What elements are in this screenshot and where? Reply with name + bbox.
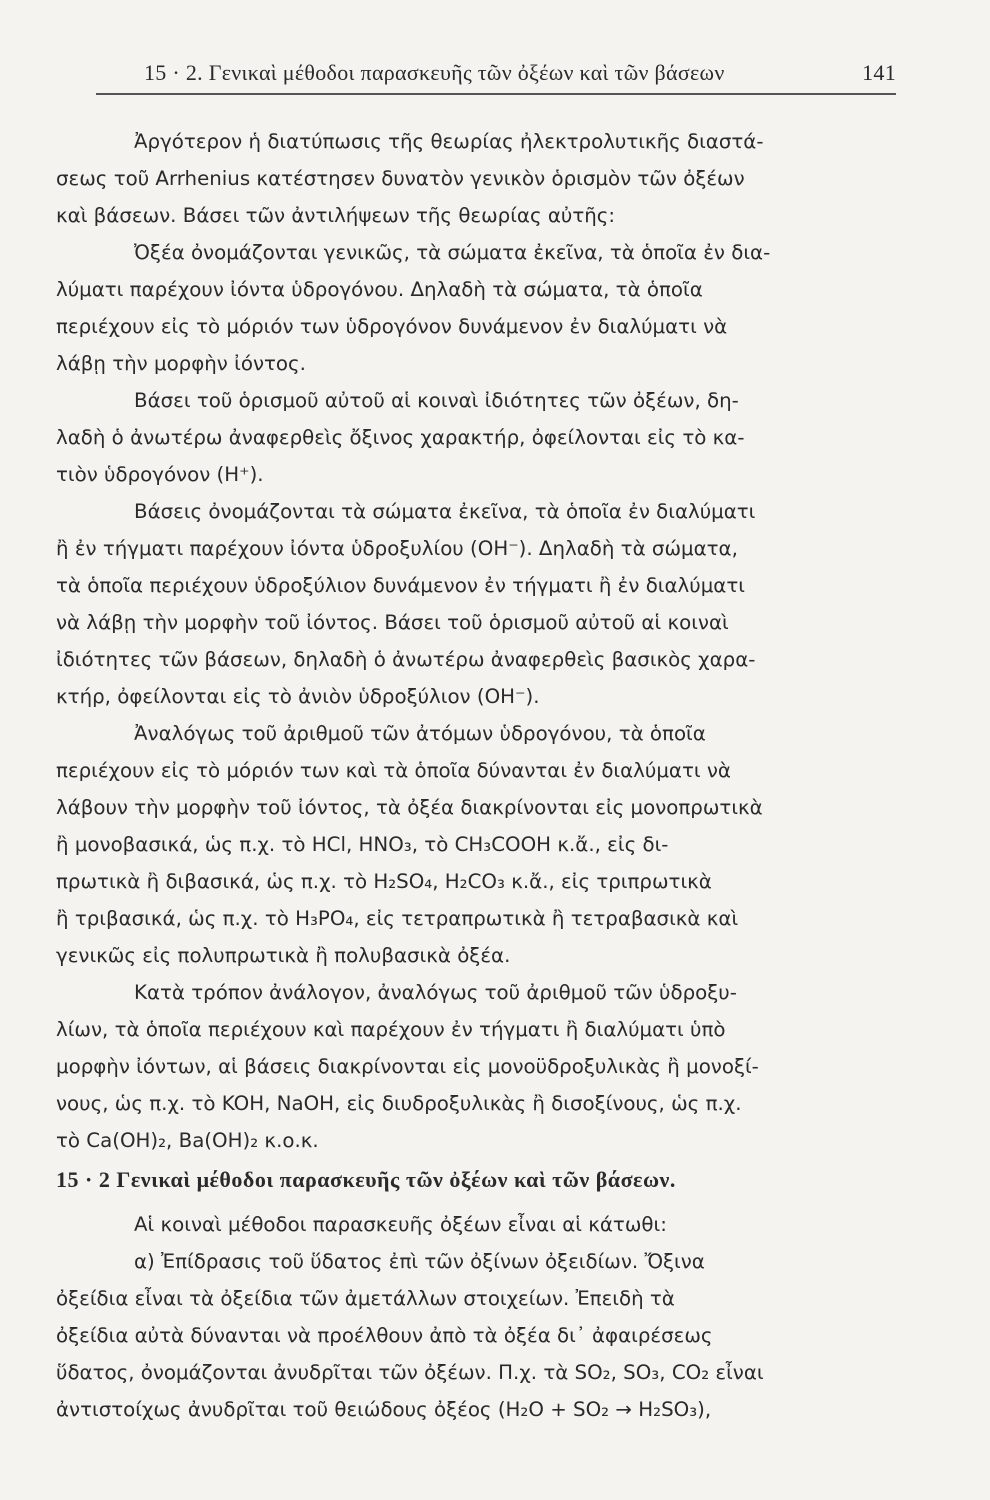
- text-line: κτήρ, ὀφείλονται εἰς τὸ ἀνιὸν ὑδροξύλιον (OH⁻).: [56, 685, 540, 708]
- text-line: τὰ ὁποῖα περιέχουν ὑδροξύλιον δυνάμενον ἐν τήγματι ἢ ἐν διαλύματι: [56, 574, 745, 597]
- text-line: Αἱ κοιναὶ μέθοδοι παρασκευῆς ὀξέων εἶναι αἱ κάτωθι:: [134, 1213, 667, 1236]
- text-line: Ἀναλόγως τοῦ ἀριθμοῦ τῶν ἀτόμων ὑδρογόνου, τὰ ὁποῖα: [134, 722, 706, 745]
- running-header: [96, 58, 896, 92]
- text-line: νὰ λάβῃ τὴν μορφὴν τοῦ ἰόντος. Βάσει τοῦ ὁρισμοῦ αὐτοῦ αἱ κοιναὶ: [56, 611, 729, 634]
- text-line: Βάσει τοῦ ὁρισμοῦ αὐτοῦ αἱ κοιναὶ ἰδιότητες τῶν ὀξέων, δη-: [134, 389, 739, 412]
- page-number: 141: [862, 60, 896, 85]
- text-line: περιέχουν εἰς τὸ μόριόν των ὑδρογόνον δυνάμενον ἐν διαλύματι νὰ: [56, 315, 728, 338]
- text-line: ἰδιότητες τῶν βάσεων, δηλαδὴ ὁ ἀνωτέρω ἀναφερθεὶς βασικὸς χαρα-: [56, 648, 756, 671]
- text-line: σεως τοῦ Arrhenius κατέστησεν δυνατὸν γενικὸν ὁρισμὸν τῶν ὀξέων: [56, 167, 745, 190]
- text-line: ἢ τριβασικά, ὡς π.χ. τὸ H₃PO₄, εἰς τετραπρωτικὰ ἢ τετραβασικὰ καὶ: [56, 907, 739, 930]
- text-line: ἀντιστοίχως ἀνυδρῖται τοῦ θειώδους ὀξέος (H₂O + SO₂ → H₂SO₃),: [56, 1398, 712, 1421]
- text-line: τὸ Ca(OH)₂, Ba(OH)₂ κ.ο.κ.: [56, 1129, 319, 1152]
- text-line: περιέχουν εἰς τὸ μόριόν των καὶ τὰ ὁποῖα δύνανται ἐν διαλύματι νὰ: [56, 759, 731, 782]
- text-line: ἢ μονοβασικά, ὡς π.χ. τὸ HCl, HNO₃, τὸ CH₃COOH κ.ἄ., εἰς δι-: [56, 833, 669, 856]
- text-line: μορφὴν ἰόντων, αἱ βάσεις διακρίνονται εἰς μονοϋδροξυλικὰς ἢ μονοξί-: [56, 1055, 759, 1078]
- text-line: λάβῃ τὴν μορφὴν ἰόντος.: [56, 352, 306, 375]
- text-line: νους, ὡς π.χ. τὸ KOH, NaOH, εἰς διυδροξυλικὰς ἢ δισοξίνους, ὡς π.χ.: [56, 1092, 742, 1115]
- text-line: τιὸν ὑδρογόνον (H⁺).: [56, 463, 264, 486]
- text-line: καὶ βάσεων. Βάσει τῶν ἀντιλήψεων τῆς θεωρίας αὐτῆς:: [56, 204, 616, 227]
- text-line: πρωτικὰ ἢ διβασικά, ὡς π.χ. τὸ H₂SO₄, H₂CO₃ κ.ἄ., εἰς τριπρωτικὰ: [56, 870, 712, 893]
- header-rule: [96, 93, 896, 95]
- text-line: λάβουν τὴν μορφὴν τοῦ ἰόντος, τὰ ὀξέα διακρίνονται εἰς μονοπρωτικὰ: [56, 796, 763, 819]
- text-line: ἢ ἐν τήγματι παρέχουν ἰόντα ὑδροξυλίου (OH⁻). Δηλαδὴ τὰ σώματα,: [56, 537, 738, 560]
- text-line: λαδὴ ὁ ἀνωτέρω ἀναφερθεὶς ὄξινος χαρακτήρ, ὀφείλονται εἰς τὸ κα-: [56, 426, 745, 449]
- text-line: Ὀξέα ὀνομάζονται γενικῶς, τὰ σώματα ἐκεῖνα, τὰ ὁποῖα ἐν δια-: [134, 241, 771, 264]
- text-line: ὕδατος, ὀνομάζονται ἀνυδρῖται τῶν ὀξέων. Π.χ. τὰ SO₂, SO₃, CO₂ εἶναι: [56, 1361, 764, 1384]
- text-line: α) Ἐπίδρασις τοῦ ὕδατος ἐπὶ τῶν ὀξίνων ὀξειδίων. Ὄξινα: [134, 1250, 705, 1273]
- section-heading: 15 · 2 Γενικαὶ μέθοδοι παρασκευῆς τῶν ὀξέων καὶ τῶν βάσεων.: [56, 1167, 676, 1192]
- text-line: Ἀργότερον ἡ διατύπωσις τῆς θεωρίας ἠλεκτρολυτικῆς διαστά-: [134, 130, 764, 153]
- text-line: Κατὰ τρόπον ἀνάλογον, ἀναλόγως τοῦ ἀριθμοῦ τῶν ὑδροξυ-: [134, 981, 737, 1004]
- header-title: 15 · 2. Γενικαὶ μέθοδοι παρασκευῆς τῶν ὀξέων καὶ τῶν βάσεων: [144, 60, 725, 85]
- text-line: λύματι παρέχουν ἰόντα ὑδρογόνου. Δηλαδὴ τὰ σώματα, τὰ ὁποῖα: [56, 278, 703, 301]
- text-line: ὀξείδια εἶναι τὰ ὀξείδια τῶν ἀμετάλλων στοιχείων. Ἐπειδὴ τὰ: [56, 1287, 675, 1310]
- text-line: λίων, τὰ ὁποῖα περιέχουν καὶ παρέχουν ἐν τήγματι ἢ διαλύματι ὑπὸ: [56, 1018, 726, 1041]
- text-line: Βάσεις ὀνομάζονται τὰ σώματα ἐκεῖνα, τὰ ὁποῖα ἐν διαλύματι: [134, 500, 756, 523]
- text-line: γενικῶς εἰς πολυπρωτικὰ ἢ πολυβασικὰ ὀξέα.: [56, 944, 511, 967]
- text-line: ὀξείδια αὐτὰ δύνανται νὰ προέλθουν ἀπὸ τὰ ὀξέα δι᾽ ἀφαιρέσεως: [56, 1324, 713, 1347]
